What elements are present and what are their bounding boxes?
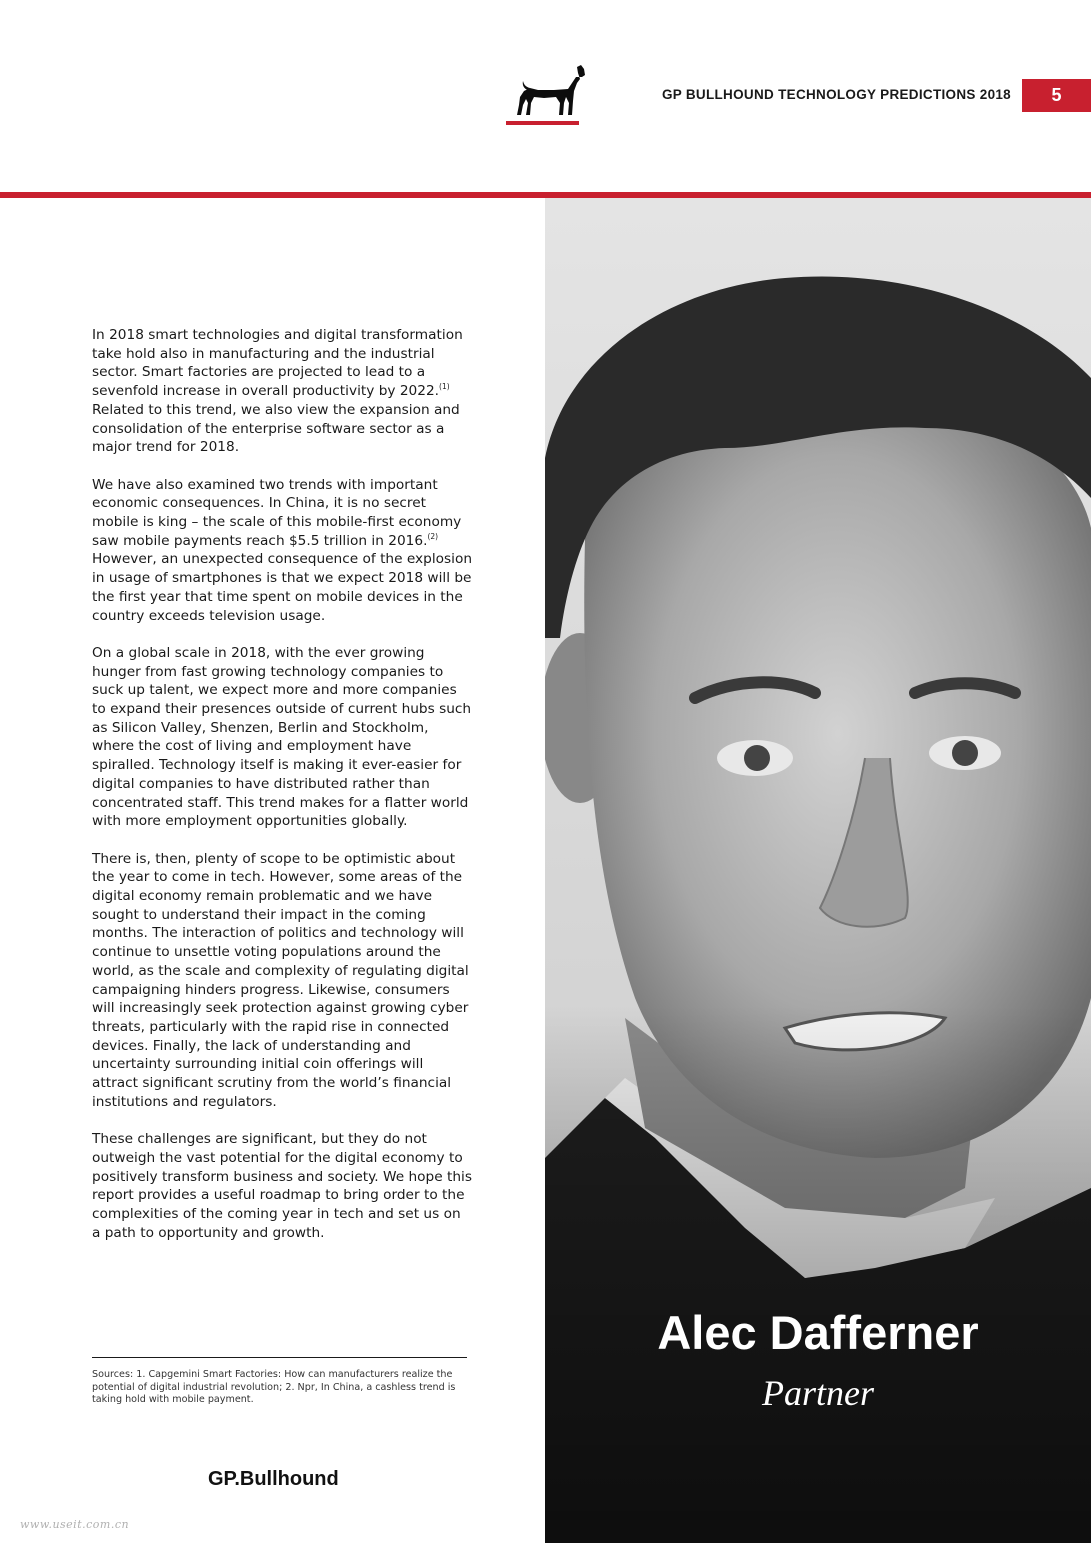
footnote-ref-1: (1) — [439, 382, 450, 392]
logo-underline — [506, 121, 579, 125]
sources-divider — [92, 1357, 467, 1358]
footnote-ref-2: (2) — [427, 531, 439, 541]
person-role: Partner — [762, 1373, 874, 1413]
paragraph-4: There is, then, plenty of scope to be optimistic about the year to come in tech. However, some areas of the digital economy remain problematic and we have sought to understand their impact in the coming months. The interaction of politics and technology will continue to unsettle voting populations around the world, as the scale and complexity of regulating digital campaigning hinders progress. Likewise, consumers will increasingly seek protection against growing cyber threats, particularly with the rapid rise in connected devices. Finally, the lack of understanding and uncertainty surrounding initial coin offerings will attract significant scrutiny from the world’s financial institutions and regulators. — [92, 850, 469, 1110]
bulldog-logo-icon — [514, 63, 586, 117]
paragraph-2: We have also examined two trends with important economic consequences. In China, it is no secret mobile is king – the scale of this mobile-first economy saw mobile payments reach $5.5 trillion in 2016.$^{(2)}$ However, an unexpected consequence of the explosion in usage of smartphones is that we expect 2018 will be the first year that time spent on mobile devices in the country exceeds television usage. — [92, 476, 473, 624]
sources-note — [92, 1369, 472, 1407]
sources-text: 1. Capgemini Smart Factories: How can manufacturers realize the potential of digital industrial revolution; 2. Npr, In China, a cashless trend is taking hold with mobile payment. — [92, 1369, 456, 1405]
sources-label: Sources: — [92, 1369, 134, 1380]
paragraph-5: These challenges are significant, but they do not outweigh the vast potential for the digital economy to positively transform business and society. We hope this report provides a useful roadmap to bring order to the complexities of the coming year in tech and set us on a path to opportunity and growth. — [92, 1131, 472, 1241]
article-body — [92, 326, 472, 1261]
report-title: GP BULLHOUND TECHNOLOGY PREDICTIONS 2018 — [661, 87, 1011, 102]
page-number: 5 — [1022, 79, 1091, 112]
footer-brand-logo: GP.Bullhound — [208, 1468, 339, 1490]
person-name: Alec Dafferner — [657, 1306, 979, 1359]
paragraph-1: In 2018 smart technologies and digital transformation take hold also in manufacturing and the industrial sector. Smart factories are projected to lead to a sevenfold increase in overall productivity by 2022.$^{(1)}$ Related to this trend, we also view the expansion and consolidation of the enterprise software sector as a major trend for 2018. — [92, 327, 463, 456]
watermark: www.useit.com.cn — [20, 1518, 130, 1531]
paragraph-3: On a global scale in 2018, with the ever growing hunger from fast growing technology companies to suck up talent, we expect more and more companies to expand their presences outside of current hubs such as Silicon Valley, Shenzen, Berlin and Stockholm, where the cost of living and employment have spiralled. Technology itself is making it ever-easier for digital companies to have distributed rather than concentrated staff. This trend makes for a flatter world with more employment opportunities globally. — [92, 644, 472, 830]
